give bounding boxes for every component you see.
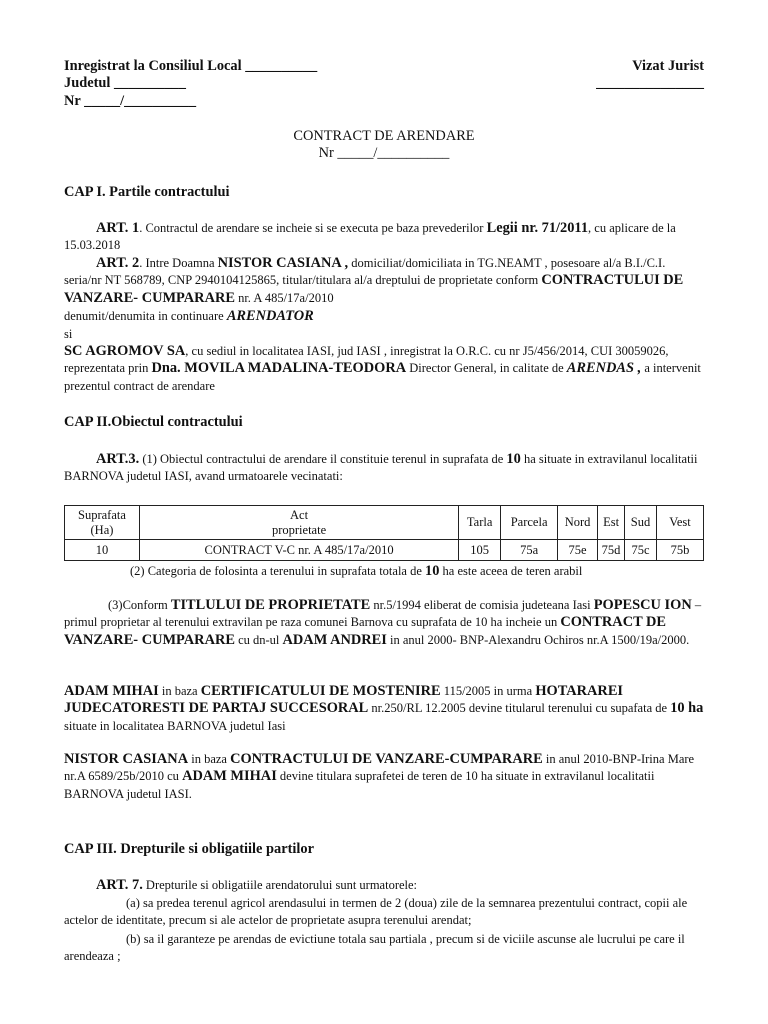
p4-certificate: CERTIFICATULUI DE MOSTENIRE	[200, 683, 441, 699]
p4-text-c: nr.250/RL 12.2005 devine titularul terenului cu supafata de	[368, 701, 671, 716]
art1-law: Legii nr. 71/2011	[486, 220, 589, 236]
p5-contract: CONTRACTULUI DE VANZARE-CUMPARARE	[230, 751, 543, 767]
legal-visa-line: _______________	[596, 75, 704, 92]
cell-parcela: 75a	[501, 540, 558, 561]
art2-text-a: . Intre Doamna	[139, 256, 218, 270]
p5-owner: NISTOR CASIANA	[64, 751, 189, 767]
p3-text-a: (3)Conform	[108, 598, 171, 612]
contract-number: Nr _____/__________	[318, 145, 450, 162]
art7-item-b: (b) sa il garanteze pe arendas de evictiune totala sau partiala , precum si de viciile ascunse ale lucrului pe care il arendeaza ;	[64, 932, 685, 964]
paragraph-4	[64, 683, 704, 735]
p3-contract: CONTRACT DE VANZARE- CUMPARARE	[64, 614, 667, 648]
cell-tarla: 105	[459, 540, 501, 561]
header-cell-act	[139, 506, 458, 540]
art3-ha: 10	[506, 451, 521, 467]
header-cell-nord: Nord	[558, 506, 598, 540]
art3-text-a: (1) Obiectul contractului de arendare il constituie terenul in suprafata de	[139, 452, 507, 466]
company-text-c: a intervenit prezentul contract de arendare	[64, 361, 701, 393]
header-act-line2: proprietate	[271, 522, 327, 537]
header-cell-vest: Vest	[657, 506, 704, 540]
company-text-a: , cu sediul in localitatea IASI, jud IASI , inregistrat la O.R.C. cu nr J5/456/2014, CUI 30059026, reprezentata prin	[64, 344, 669, 376]
p5-text-a: in baza	[188, 752, 231, 766]
p4-ha: 10 ha	[670, 700, 704, 717]
legal-visa-title: Vizat Jurist	[632, 58, 704, 74]
header-cell-area	[65, 506, 140, 540]
section-cap2-title: CAP II.Obiectul contractului	[64, 414, 243, 430]
representative-name: Dna. MOVILA MADALINA-TEODORA	[151, 360, 407, 377]
paragraph-5	[64, 751, 704, 803]
art7-label: ART. 7.	[96, 877, 143, 893]
p3-first-owner: POPESCU ION	[593, 597, 692, 613]
registration-block	[64, 58, 317, 110]
legal-visa-block	[596, 58, 704, 93]
header-cell-tarla: Tarla	[459, 506, 501, 540]
table-header-row	[65, 506, 704, 540]
p4-text-d: situate in localitatea BARNOVA judetul Iasi	[64, 718, 286, 733]
p5-text-c: devine titulara suprafetei de teren de 10 ha situate in extravilanul localitatii BARNOVA judetul IASI.	[64, 769, 655, 801]
p2-ha: 10	[425, 563, 440, 579]
section-cap3-title: CAP III. Drepturile si obligatiile partilor	[64, 841, 314, 857]
art2-text-c: nr. A 485/17a/2010	[234, 290, 334, 305]
table-row	[65, 540, 704, 561]
p4-court-decision: HOTARAREI JUDECATORESTI DE PARTAJ SUCCESORAL	[64, 683, 624, 717]
county-line: Judetul __________	[64, 75, 186, 92]
header-cell-sud: Sud	[625, 506, 657, 540]
header-cell-parcela: Parcela	[501, 506, 558, 540]
p2-text-a: (2) Categoria de folosinta a terenului in suprafata totala de	[130, 564, 426, 578]
p3-text-b: nr.5/1994 eliberat de comisia judeteana Iasi	[370, 598, 594, 612]
header-area-line2: (Ha)	[90, 522, 114, 537]
paragraph-3	[64, 597, 704, 649]
lessor-designation	[64, 308, 704, 325]
number-line: Nr _____/__________	[64, 92, 197, 109]
header-cell-est: Est	[598, 506, 625, 540]
p2-text-b: ha este aceea de teren arabil	[439, 564, 583, 578]
neighbors-table	[64, 505, 704, 561]
art1-text-a: . Contractul de arendare se incheie si se executa pe baza prevederilor	[139, 221, 487, 235]
art3-label: ART.3.	[96, 451, 140, 467]
paragraph-2	[64, 563, 704, 580]
designation-text: denumit/denumita in continuare	[64, 309, 227, 323]
p4-text-b: 115/2005 in urma	[440, 684, 536, 698]
registration-line: Inregistrat la Consiliul Local __________	[64, 58, 318, 74]
p5-text-b: in anul 2010-BNP-Irina Mare nr.A 6589/25b/2010 cu	[64, 752, 695, 784]
company-name: SC AGROMOV SA	[64, 343, 186, 359]
contract-title: CONTRACT DE ARENDARE	[293, 128, 475, 144]
p3-text-d: cu dn-ul	[234, 632, 283, 647]
arendator-label: ARENDATOR	[226, 308, 314, 324]
p3-titlu: TITLULUI DE PROPRIETATE	[170, 597, 371, 613]
header-act-line1: Act	[290, 508, 309, 522]
article-7	[64, 877, 704, 894]
p4-heir: ADAM MIHAI	[64, 683, 159, 699]
cell-act: CONTRACT V-C nr. A 485/17a/2010	[139, 540, 458, 561]
header-area-line1: Suprafata	[78, 508, 126, 522]
art3-text-b: ha situate in extravilanul localitatii BARNOVA judetul IASI, avand urmatoarele vecinatati:	[64, 452, 698, 484]
art1-text-b: , cu aplicare de la 15.03.2018	[64, 221, 676, 253]
cell-nord: 75e	[558, 540, 598, 561]
cell-vest: 75b	[657, 540, 704, 561]
lessee-paragraph	[64, 343, 704, 395]
section-cap1-title: CAP I. Partile contractului	[64, 184, 230, 200]
and-word: si	[64, 327, 73, 341]
article-1	[64, 220, 704, 255]
cell-est: 75d	[598, 540, 625, 561]
art2-label: ART. 2	[96, 255, 140, 271]
arendas-label: ARENDAS ,	[566, 360, 642, 377]
art2-contract: CONTRACTULUI DE VANZARE- CUMPARARE	[64, 272, 684, 306]
article-3	[64, 451, 704, 486]
lessor-name: NISTOR CASIANA ,	[217, 255, 349, 271]
art7-item-a: (a) sa predea terenul agricol arendasului in termen de 2 (doua) zile de la semnarea prezentului contract, copii ale actelor de identitate, precum si ale actelor de proprietate asupra terenului arendat;	[64, 896, 688, 928]
art7-intro: Drepturile si obligatiile arendatorului sunt urmatorele:	[142, 878, 418, 892]
company-text-b: Director General, in calitate de	[406, 361, 567, 376]
p3-text-c: –primul proprietar al terenului extravilan pe raza comunei Barnova cu suprafata de 10 ha incheie un	[64, 598, 702, 630]
p4-text-a: in baza	[158, 684, 201, 698]
art1-label: ART. 1	[96, 220, 140, 236]
art2-text-b: domiciliat/domiciliata in TG.NEAMT , posesoare al/a B.I./C.I. seria/nr NT 568789, CNP 2940104125865, titular/titulara al/a dreptului de proprietate conform	[64, 256, 666, 288]
p3-text-e: in anul 2000- BNP-Alexandru Ochiros nr.A 1500/19a/2000.	[386, 632, 690, 647]
p5-seller: ADAM MIHAI	[182, 768, 277, 785]
cell-sud: 75c	[625, 540, 657, 561]
cell-area: 10	[65, 540, 140, 561]
contract-title-block	[64, 128, 704, 163]
p3-buyer: ADAM ANDREI	[282, 631, 387, 648]
article-2	[64, 255, 704, 307]
